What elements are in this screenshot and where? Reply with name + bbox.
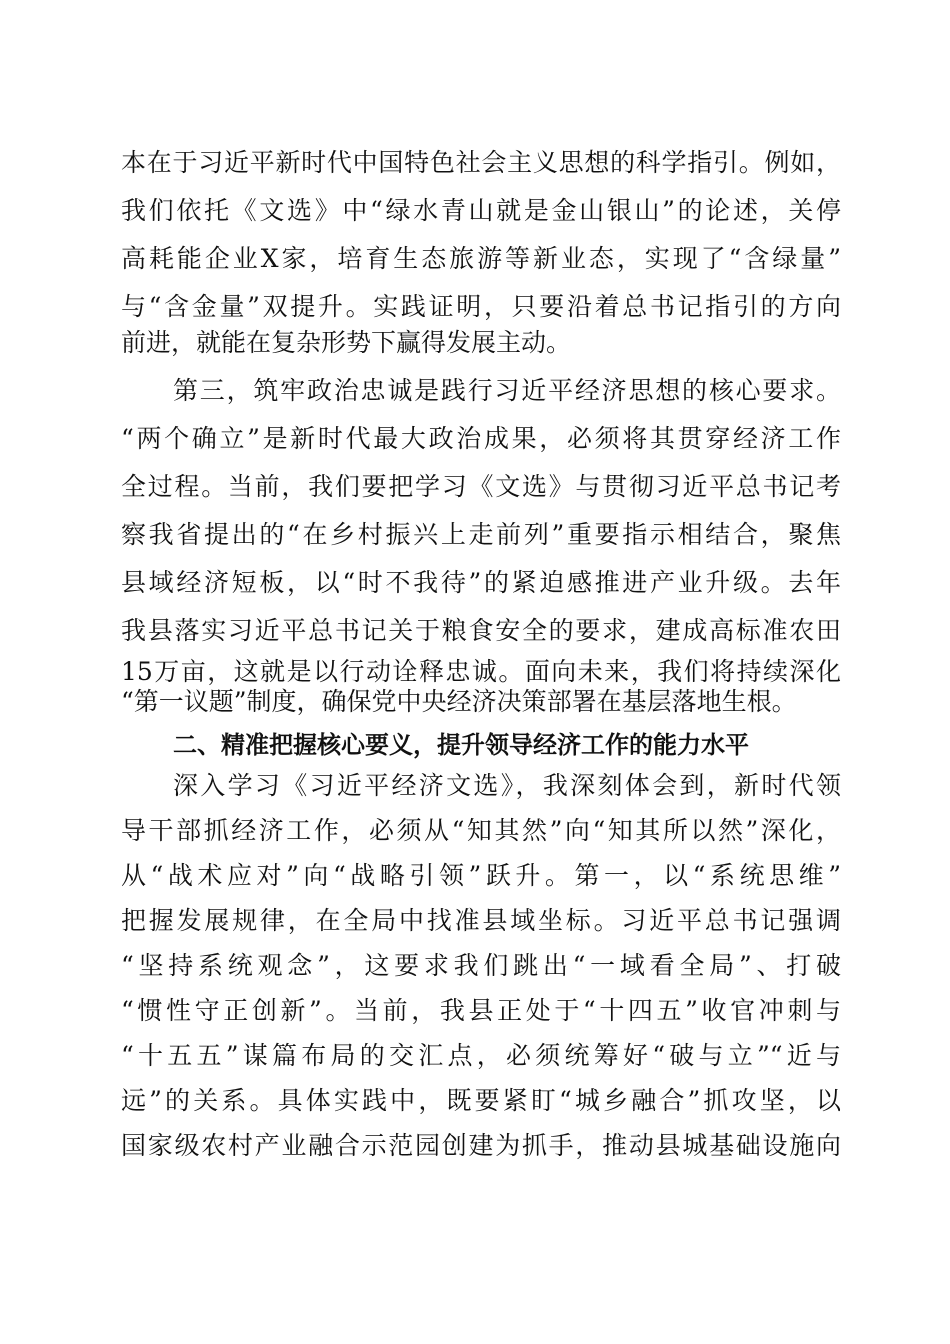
text-line: 我县落实习近平总书记关于粮食安全的要求，建成高标准农田 bbox=[121, 616, 841, 645]
text-line: 15万亩，这就是以行动诠释忠诚。面向未来，我们将持续深化 bbox=[121, 657, 841, 686]
text-line: 高耗能企业X家，培育生态旅游等新业态，实现了“含绿量” bbox=[121, 244, 841, 273]
paragraph-first-line: 第三，筑牢政治忠诚是践行习近平经济思想的核心要求。 bbox=[173, 376, 841, 405]
text-line: 县域经济短板，以“时不我待”的紧迫感推进产业升级。去年 bbox=[121, 568, 841, 597]
paragraph-first-line: 深入学习《习近平经济文选》，我深刻体会到，新时代领 bbox=[173, 771, 841, 800]
text-line: “惯性守正创新”。当前，我县正处于“十四五”收官冲刺与 bbox=[121, 996, 841, 1025]
text-line: “坚持系统观念”，这要求我们跳出“一域看全局”、打破 bbox=[121, 951, 842, 980]
text-line: 远”的关系。具体实践中，既要紧盯“城乡融合”抓攻坚，以 bbox=[121, 1086, 841, 1115]
text-line: 我们依托《文选》中“绿水青山就是金山银山”的论述，关停 bbox=[121, 196, 841, 225]
text-line: “第一议题”制度，确保党中央经济决策部署在基层落地生根。 bbox=[121, 687, 797, 716]
text-line: 察我省提出的“在乡村振兴上走前列”重要指示相结合，聚焦 bbox=[121, 520, 841, 549]
text-line: 本在于习近平新时代中国特色社会主义思想的科学指引。例如， bbox=[121, 148, 841, 177]
text-line: 把握发展规律，在全局中找准县域坐标。习近平总书记强调 bbox=[121, 906, 841, 935]
text-line: 前进，就能在复杂形势下赢得发展主动。 bbox=[121, 328, 572, 357]
text-line: 导干部抓经济工作，必须从“知其然”向“知其所以然”深化， bbox=[121, 816, 841, 845]
text-line: 全过程。当前，我们要把学习《文选》与贯彻习近平总书记考 bbox=[121, 472, 841, 501]
text-line: 国家级农村产业融合示范园创建为抓手，推动县城基础设施向 bbox=[121, 1131, 841, 1160]
section-heading: 二、精准把握核心要义，提升领导经济工作的能力水平 bbox=[173, 731, 749, 759]
text-line: 从“战术应对”向“战略引领”跃升。第一，以“系统思维” bbox=[121, 861, 841, 890]
text-line: “两个确立”是新时代最大政治成果，必须将其贯穿经济工作 bbox=[121, 424, 841, 453]
text-line: “十五五”谋篇布局的交汇点，必须统筹好“破与立”“近与 bbox=[121, 1041, 841, 1070]
text-line: 与“含金量”双提升。实践证明，只要沿着总书记指引的方向 bbox=[121, 292, 841, 321]
